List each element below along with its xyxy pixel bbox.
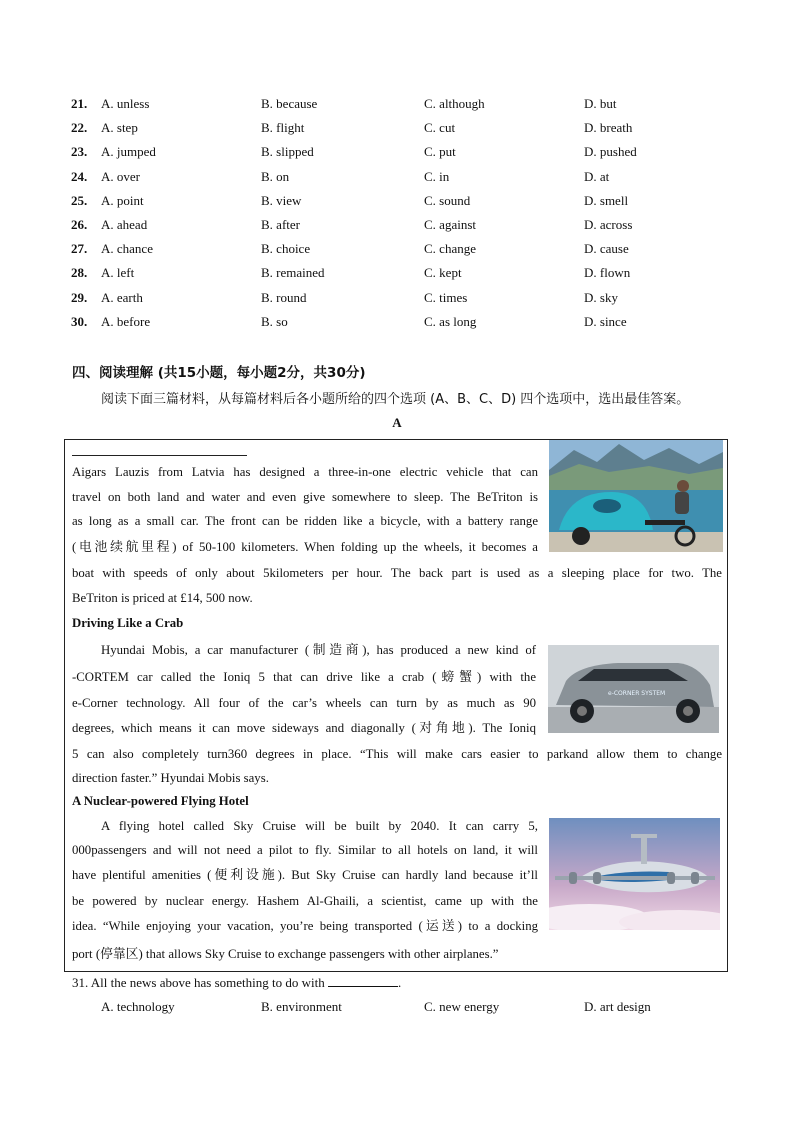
option-a: A. unless <box>101 96 150 111</box>
option-a: A. earth <box>101 289 143 305</box>
option-row <box>0 215 794 239</box>
section-title: 四、阅读理解 (共15小题，每小题2分，共30分) <box>72 365 366 381</box>
option-c: C. in <box>424 168 450 184</box>
article1-line: as long as a small car. The front can be ridden like a bicycle, with a battery range <box>72 514 538 528</box>
article3-line: 000passengers and will not need a pilot to fly. Similar to all hotels on land, it will <box>72 843 538 857</box>
question-31-options <box>0 997 794 1017</box>
article3-line: idea. “While enjoying your vacation, you’re being transported (运送) to a docking <box>72 919 538 933</box>
ioniq-car-photo <box>548 645 719 733</box>
article3-heading: A Nuclear-powered Flying Hotel <box>72 794 249 808</box>
option-row <box>0 312 794 336</box>
article1-line: travel on both land and water and even give somewhere to sleep. The BeTriton is <box>72 490 538 504</box>
article1-line: Aigars Lauzis from Latvia has designed a three-in-one electric vehicle that can <box>72 465 538 479</box>
question-number: 29. <box>71 289 88 305</box>
option-row <box>0 263 794 287</box>
option-c: C. times <box>424 289 468 305</box>
option-d: D. pushed <box>584 144 637 160</box>
option-a: A. over <box>101 168 140 184</box>
option-d: D. across <box>584 216 633 232</box>
option-row <box>0 191 794 215</box>
question-31-end: . <box>398 975 402 990</box>
option-b: B. after <box>261 216 300 232</box>
article2-heading: Driving Like a Crab <box>72 616 184 630</box>
option-c: C. cut <box>424 120 456 136</box>
option-b: B. slipped <box>261 144 314 160</box>
option-a: A. chance <box>101 241 153 257</box>
option-d: D. since <box>584 313 627 329</box>
option-c: C. as long <box>424 313 477 329</box>
option-d: D. sky <box>584 289 618 305</box>
option-row <box>0 118 794 142</box>
option-d: D. flown <box>584 265 631 281</box>
option-d: D. cause <box>584 241 629 257</box>
option-a: A. technology <box>101 999 175 1014</box>
option-b: B. view <box>261 192 302 208</box>
question-number: 28. <box>71 265 88 281</box>
option-a: A. jumped <box>101 144 156 160</box>
question-number: 24. <box>71 168 88 184</box>
cloze-options <box>0 94 794 336</box>
article2-line: -CORTEM car called the Ioniq 5 that can drive like a crab (螃蟹) with the <box>72 670 536 684</box>
option-b: B. environment <box>261 999 342 1014</box>
option-a: A. step <box>101 120 138 136</box>
sky-cruise-photo <box>549 818 720 930</box>
option-c: C. against <box>424 216 476 232</box>
option-c: C. kept <box>424 265 462 281</box>
option-b: B. on <box>261 168 290 184</box>
option-row <box>0 142 794 166</box>
betriton-photo <box>549 440 723 552</box>
article2-line: direction faster.” Hyundai Mobis says. <box>72 771 269 785</box>
question-31-stem: 31. All the news above has something to do with <box>72 975 325 990</box>
option-b: B. choice <box>261 241 311 257</box>
option-d: D. but <box>584 96 617 111</box>
question-number: 26. <box>71 216 88 232</box>
option-c: C. new energy <box>424 999 500 1014</box>
part-label: A <box>392 415 402 430</box>
heading-rule <box>72 455 247 456</box>
article2-line: degrees, which means it can move sideways and diagonally (对角地). The Ioniq <box>72 721 536 735</box>
option-b: B. round <box>261 289 307 305</box>
option-row <box>0 288 794 312</box>
article3-line: have plentiful amenities (便利设施). But Sky Cruise can hardly land because it’ll <box>72 868 538 882</box>
question-number: 25. <box>71 192 88 208</box>
option-b: B. flight <box>261 120 305 136</box>
article2-line: 5 can also completely turn360 degrees in place. “This will make cars easier to parkand allow them to change <box>72 747 722 761</box>
option-b: B. remained <box>261 265 325 281</box>
question-number: 23. <box>71 144 88 160</box>
option-c: C. change <box>424 241 476 257</box>
option-row <box>0 167 794 191</box>
article2-line: Hyundai Mobis, a car manufacturer (制造商), has produced a new kind of <box>101 643 536 657</box>
article1-line: BeTriton is priced at £14, 500 now. <box>72 591 253 605</box>
article1-line: boat with speeds of only about 5kilometers per hour. The back part is used as a sleeping place for two. The <box>72 566 722 580</box>
option-d: D. art design <box>584 999 651 1014</box>
option-c: C. although <box>424 96 485 111</box>
question-number: 21. <box>71 96 88 111</box>
option-b: B. because <box>261 96 318 111</box>
question-number: 27. <box>71 241 88 257</box>
article3-line: port (停靠区) that allows Sky Cruise to exchange passengers with other airplanes.” <box>72 947 499 961</box>
option-c: C. sound <box>424 192 471 208</box>
option-b: B. so <box>261 313 288 329</box>
answer-blank <box>328 973 398 987</box>
article1-line: (电池续航里程) of 50-100 kilometers. When folding up the wheels, it becomes a <box>72 540 538 554</box>
question-number: 22. <box>71 120 88 136</box>
option-a: A. point <box>101 192 144 208</box>
article2-line: e-Corner technology. All four of the car’s wheels can turn by as much as 90 <box>72 696 536 710</box>
option-a: A. left <box>101 265 135 281</box>
section-instruction: 阅读下面三篇材料，从每篇材料后各小题所给的四个选项 (A、B、C、D) 四个选项中，选出最佳答案。 <box>101 392 690 407</box>
question-number: 30. <box>71 313 88 329</box>
question-31 <box>72 973 401 993</box>
car-label: e-CORNER SYSTEM <box>608 690 666 697</box>
option-d: D. smell <box>584 192 629 208</box>
article3-line: A flying hotel called Sky Cruise will be built by 2040. It can carry 5, <box>101 819 538 833</box>
option-row <box>0 239 794 263</box>
option-d: D. breath <box>584 120 633 136</box>
option-d: D. at <box>584 168 610 184</box>
article3-line: be powered by nuclear energy. Hashem Al-Ghaili, a scientist, came up with the <box>72 894 538 908</box>
option-a: A. ahead <box>101 216 148 232</box>
option-c: C. put <box>424 144 456 160</box>
option-row <box>0 94 794 118</box>
option-a: A. before <box>101 313 151 329</box>
